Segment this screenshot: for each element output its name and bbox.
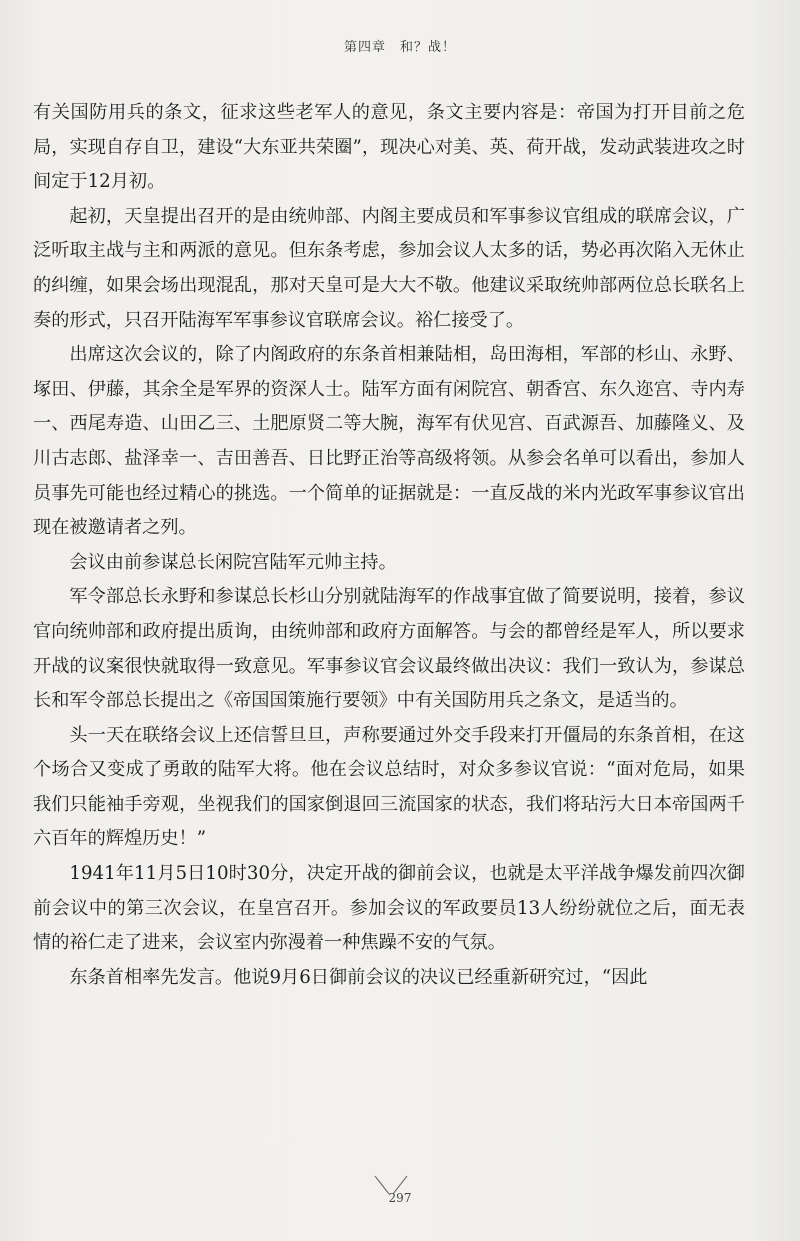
paragraph: 出席这次会议的，除了内阁政府的东条首相兼陆相，岛田海相，军部的杉山、永野、塚田、伊藤，其余全是军界的资深人士。陆军方面有闲院宫、朝香宫、东久迩宫、寺内寿一、西尾寿造、山田乙三、土肥原贤二等大腕，海军有伏见宫、百武源吾、加藤隆义、及川古志郎、盐泽幸一、吉田善吾、日比野正治等高级将领。从参会名单可以看出，参加人员事先可能也经过精心的挑选。一个简单的证据就是：一直反战的米内光政军事参议官出现在被邀请者之列。: [33, 344, 745, 539]
page-number: 297: [388, 1191, 412, 1205]
paragraph: 1941年11月5日10时30分，决定开战的御前会议，也就是太平洋战争爆发前四次御前会议中的第三次会议，在皇宫召开。参加会议的军政要员13人纷纷就位之后，面无表情的裕仁走了进来，会议室内弥漫着一种焦躁不安的气氛。: [33, 863, 745, 954]
paragraph-continued: 有关国防用兵的条文，征求这些老军人的意见，条文主要内容是：帝国为打开目前之危局，实现自存自卫，建设“大东亚共荣圈”，现决心对美、英、荷开战，发动武装进攻之时间定于12月初。: [33, 102, 745, 193]
paragraph: 东条首相率先发言。他说9月6日御前会议的决议已经重新研究过，“因此: [69, 966, 648, 988]
paragraph: 会议由前参谋总长闲院宫陆军元帅主持。: [69, 551, 397, 573]
page-footer: [0, 1191, 800, 1205]
body-text: [33, 96, 745, 995]
paragraph: 头一天在联络会议上还信誓旦旦，声称要通过外交手段来打开僵局的东条首相，在这个场合又变成了勇敢的陆军大将。他在会议总结时，对众多参议官说：“面对危局，如果我们只能袖手旁观，坐视我们的国家倒退回三流国家的状态，我们将玷污大日本帝国两千六百年的辉煌历史！”: [33, 724, 745, 850]
paragraph: 军令部总长永野和参谋总长杉山分别就陆海军的作战事宜做了简要说明，接着，参议官向统帅部和政府提出质询，由统帅部和政府方面解答。与会的都曾经是军人，所以要求开战的议案很快就取得一致意见。军事参议官会议最终做出决议：我们一致认为，参谋总长和军令部总长提出之《帝国国策施行要领》中有关国防用兵之条文，是适当的。: [33, 586, 745, 712]
paragraph: 起初，天皇提出召开的是由统帅部、内阁主要成员和军事参议官组成的联席会议，广泛听取主战与主和两派的意见。但东条考虑，参加会议人太多的话，势必再次陷入无休止的纠缠，如果会场出现混乱，那对天皇可是大大不敬。他建议采取统帅部两位总长联名上奏的形式，只召开陆海军军事参议官联席会议。裕仁接受了。: [33, 205, 745, 331]
running-header: 第四章 和？战！: [343, 40, 456, 55]
